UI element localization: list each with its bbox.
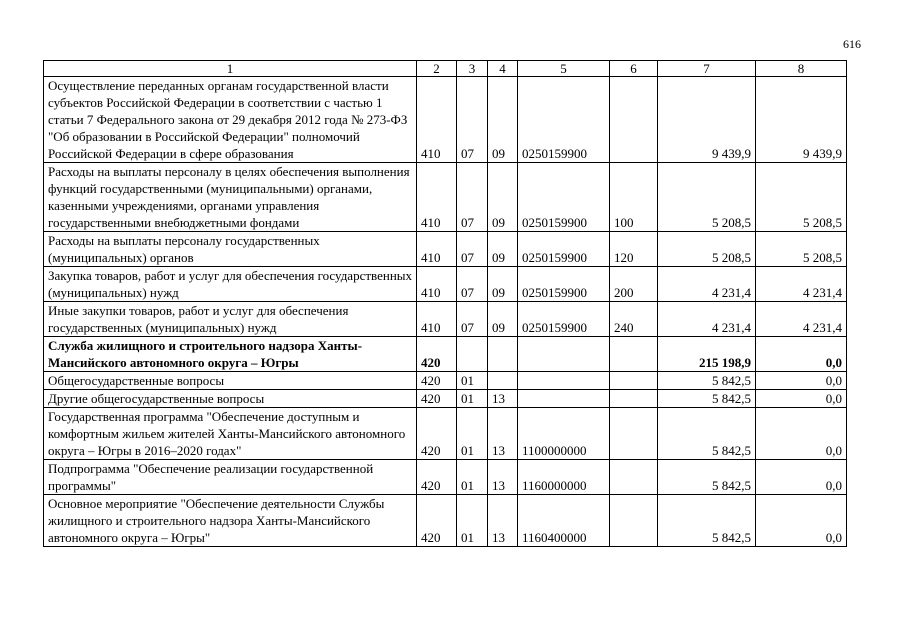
- row-amount-total: 5 842,5: [658, 408, 756, 460]
- row-amount-total: 5 208,5: [658, 163, 756, 232]
- row-section: 01: [457, 408, 488, 460]
- table-row: [44, 267, 847, 302]
- row-target-article: 1160400000: [518, 495, 610, 547]
- row-admin-code: 410: [417, 232, 457, 267]
- row-target-article: 0250159900: [518, 77, 610, 163]
- row-section: 01: [457, 390, 488, 408]
- row-amount-federal: 5 208,5: [756, 232, 847, 267]
- row-target-article: 0250159900: [518, 163, 610, 232]
- row-amount-total: 5 208,5: [658, 232, 756, 267]
- row-amount-total: 215 198,9: [658, 337, 756, 372]
- header-cell-3: 3: [457, 61, 488, 77]
- row-admin-code: 410: [417, 77, 457, 163]
- row-admin-code: 420: [417, 337, 457, 372]
- header-cell-8: 8: [756, 61, 847, 77]
- row-expense-type: [610, 77, 658, 163]
- row-subsection: [488, 372, 518, 390]
- row-admin-code: 410: [417, 267, 457, 302]
- page-number: 616: [843, 37, 861, 51]
- row-expense-type: [610, 390, 658, 408]
- row-name: Государственная программа "Обеспечение доступным и комфортным жильем жителей Ханты-Мансийского автономного округа – Югры в 2016–2020 годах": [44, 408, 417, 460]
- table-row: [44, 77, 847, 163]
- header-row: [44, 61, 847, 77]
- header-cell-4: 4: [488, 61, 518, 77]
- table-row: [44, 408, 847, 460]
- table-row-agency-total: [44, 337, 847, 372]
- row-section: 07: [457, 232, 488, 267]
- row-name: Расходы на выплаты персоналу в целях обеспечения выполнения функций государственными (муниципальными) органами, казенными учреждениями, органами управления государственными внебюджетными фондами: [44, 163, 417, 232]
- row-admin-code: 410: [417, 163, 457, 232]
- row-amount-total: 5 842,5: [658, 460, 756, 495]
- header-cell-1: 1: [44, 61, 417, 77]
- row-subsection: 13: [488, 408, 518, 460]
- row-name: Другие общегосударственные вопросы: [44, 390, 417, 408]
- header-cell-6: 6: [610, 61, 658, 77]
- table-row: [44, 390, 847, 408]
- row-admin-code: 420: [417, 460, 457, 495]
- row-target-article: 0250159900: [518, 232, 610, 267]
- row-section: 07: [457, 163, 488, 232]
- row-subsection: 09: [488, 302, 518, 337]
- row-amount-total: 4 231,4: [658, 302, 756, 337]
- row-expense-type: [610, 495, 658, 547]
- row-section: 07: [457, 302, 488, 337]
- row-name: Закупка товаров, работ и услуг для обеспечения государственных (муниципальных) нужд: [44, 267, 417, 302]
- row-amount-federal: 0,0: [756, 372, 847, 390]
- row-expense-type: 200: [610, 267, 658, 302]
- row-target-article: [518, 390, 610, 408]
- row-section: 01: [457, 495, 488, 547]
- row-subsection: 09: [488, 267, 518, 302]
- row-admin-code: 420: [417, 408, 457, 460]
- row-subsection: 09: [488, 163, 518, 232]
- row-amount-federal: 0,0: [756, 408, 847, 460]
- row-name: Подпрограмма "Обеспечение реализации государственной программы": [44, 460, 417, 495]
- row-target-article: 1160000000: [518, 460, 610, 495]
- header-cell-5: 5: [518, 61, 610, 77]
- row-subsection: 13: [488, 390, 518, 408]
- row-target-article: [518, 337, 610, 372]
- table-row: [44, 232, 847, 267]
- row-expense-type: [610, 337, 658, 372]
- row-expense-type: 120: [610, 232, 658, 267]
- row-subsection: 13: [488, 460, 518, 495]
- row-expense-type: 100: [610, 163, 658, 232]
- table-row: [44, 163, 847, 232]
- row-amount-federal: 9 439,9: [756, 77, 847, 163]
- row-name: Основное мероприятие "Обеспечение деятельности Службы жилищного и строительного надзора Ханты-Мансийского автономного округа – Югры": [44, 495, 417, 547]
- table-row: [44, 495, 847, 547]
- table-row: [44, 460, 847, 495]
- row-target-article: 0250159900: [518, 267, 610, 302]
- budget-table: [43, 60, 847, 547]
- header-cell-7: 7: [658, 61, 756, 77]
- row-expense-type: [610, 408, 658, 460]
- row-subsection: 09: [488, 232, 518, 267]
- row-section: 01: [457, 460, 488, 495]
- row-admin-code: 410: [417, 302, 457, 337]
- row-section: 07: [457, 267, 488, 302]
- row-amount-total: 5 842,5: [658, 372, 756, 390]
- row-target-article: 1100000000: [518, 408, 610, 460]
- row-amount-total: 9 439,9: [658, 77, 756, 163]
- row-subsection: 13: [488, 495, 518, 547]
- row-amount-federal: 4 231,4: [756, 302, 847, 337]
- row-amount-total: 5 842,5: [658, 495, 756, 547]
- row-amount-total: 4 231,4: [658, 267, 756, 302]
- row-name: Иные закупки товаров, работ и услуг для обеспечения государственных (муниципальных) нужд: [44, 302, 417, 337]
- row-expense-type: [610, 372, 658, 390]
- row-amount-federal: 0,0: [756, 390, 847, 408]
- row-name: Осуществление переданных органам государственной власти субъектов Российской Федерации в соответствии с частью 1 статьи 7 Федерального закона от 29 декабря 2012 года № 273-ФЗ "Об образовании в Российской Федерации" полномочий Российской Федерации в сфере образования: [44, 77, 417, 163]
- row-amount-federal: 0,0: [756, 337, 847, 372]
- row-name: Расходы на выплаты персоналу государственных (муниципальных) органов: [44, 232, 417, 267]
- row-amount-federal: 4 231,4: [756, 267, 847, 302]
- row-admin-code: 420: [417, 495, 457, 547]
- row-admin-code: 420: [417, 372, 457, 390]
- table-row: [44, 372, 847, 390]
- row-target-article: [518, 372, 610, 390]
- row-amount-federal: 0,0: [756, 460, 847, 495]
- row-name: Общегосударственные вопросы: [44, 372, 417, 390]
- row-admin-code: 420: [417, 390, 457, 408]
- row-subsection: 09: [488, 77, 518, 163]
- row-expense-type: 240: [610, 302, 658, 337]
- row-section: 01: [457, 372, 488, 390]
- row-amount-federal: 0,0: [756, 495, 847, 547]
- row-expense-type: [610, 460, 658, 495]
- row-target-article: 0250159900: [518, 302, 610, 337]
- row-name: Служба жилищного и строительного надзора Ханты-Мансийского автономного округа – Югры: [44, 337, 417, 372]
- row-section: [457, 337, 488, 372]
- row-subsection: [488, 337, 518, 372]
- header-cell-2: 2: [417, 61, 457, 77]
- row-amount-federal: 5 208,5: [756, 163, 847, 232]
- row-amount-total: 5 842,5: [658, 390, 756, 408]
- row-section: 07: [457, 77, 488, 163]
- table-row: [44, 302, 847, 337]
